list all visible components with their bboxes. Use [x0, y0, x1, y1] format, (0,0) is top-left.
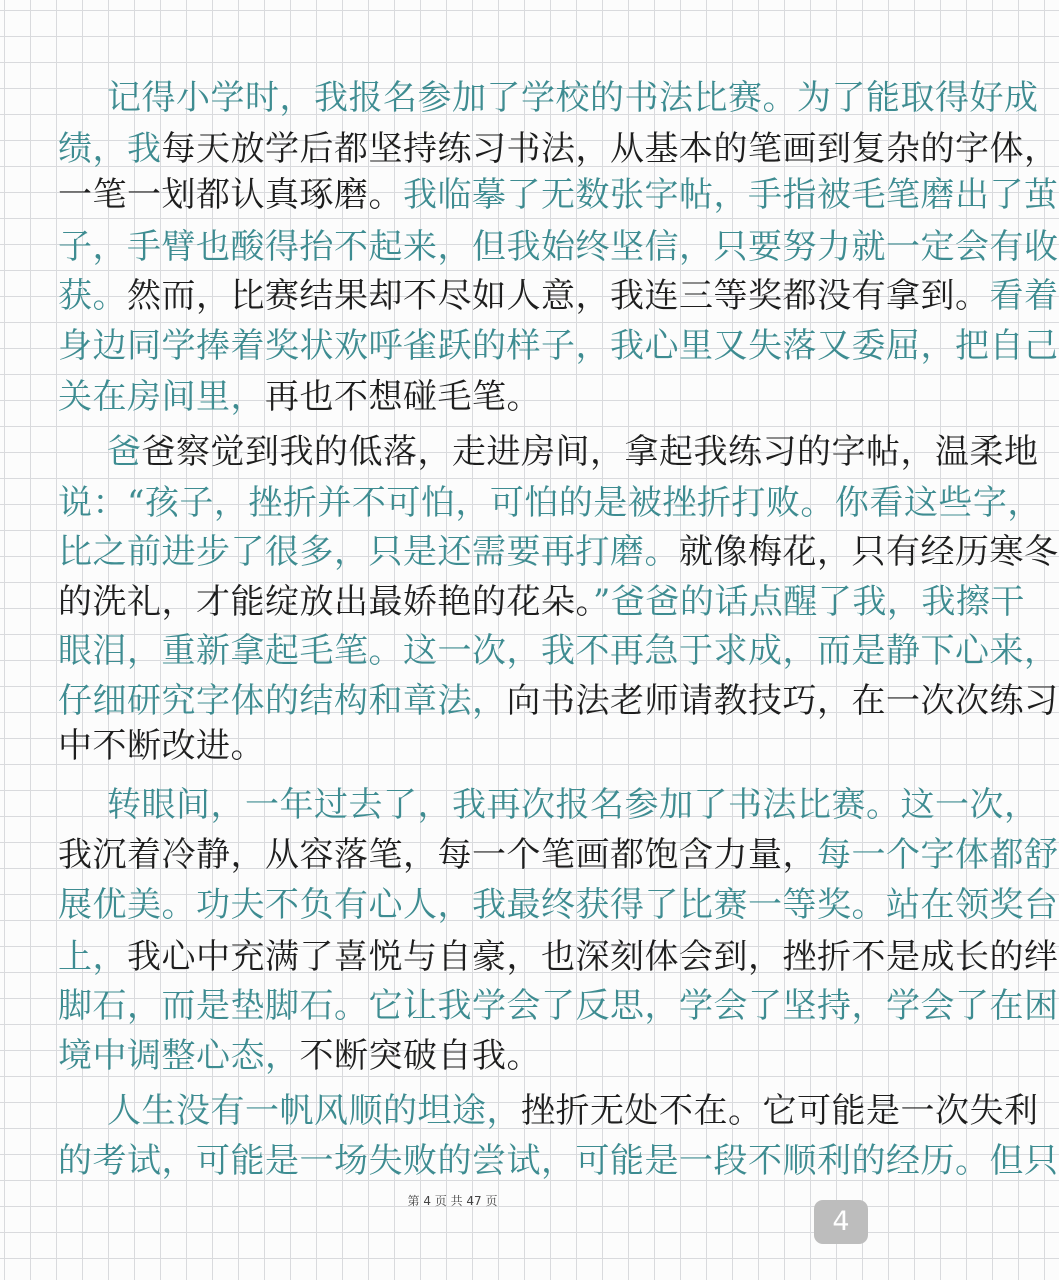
text-segment: 我心中充满了喜悦与自豪，也深刻体会到，挫折不是成长的绊 [127, 937, 1059, 977]
line-20 [58, 1028, 858, 1084]
text-segment: 眼泪，重新拿起毛笔。这一次，我不再急于求成，而是静下心来， [58, 631, 1059, 671]
line-09 [58, 475, 1042, 531]
text-segment: 爸察觉到我的低落，走进房间，拿起我练习的字帖，温柔地 [141, 432, 1039, 472]
text-segment: 就像梅花，只有经历寒冬 [679, 532, 1059, 572]
text-segment: 绩，我 [58, 129, 162, 169]
line-14 [58, 718, 858, 774]
line-17 [58, 877, 1059, 933]
text-segment: 我沉着冷静，从容落笔，每一个笔画都饱含力量， [58, 835, 817, 875]
text-segment: 转眼间，一年过去了，我再次报名参加了书法比赛。这一次， [107, 785, 1039, 825]
line-12 [58, 623, 1059, 679]
text-segment: ”爸爸的话点醒了我，我擦干 [593, 582, 1025, 622]
line-22 [58, 1133, 1059, 1189]
text-segment: 比之前进步了很多，只是还需要再打磨。 [58, 532, 679, 572]
page-number-badge: 4 [814, 1200, 868, 1244]
text-segment: 的洗礼，才能绽放出最娇艳的花朵。 [58, 582, 593, 622]
line-08 [107, 424, 1039, 480]
text-segment: 的考试，可能是一场失败的尝试，可能是一段不顺利的经历。但只 [58, 1141, 1059, 1181]
text-segment: 人生没有一帆风顺的坦途， [107, 1091, 521, 1131]
text-segment: 记得小学时，我报名参加了学校的书法比赛。为了能取得好成 [107, 78, 1039, 118]
text-segment: 每天放学后都坚持练习书法，从基本的笔画到复杂的字体， [161, 129, 1059, 169]
line-11 [58, 574, 1025, 630]
text-segment: 不断突破自我。 [299, 1036, 541, 1076]
line-19 [58, 978, 1059, 1034]
text-segment: 身边同学捧着奖状欢呼雀跃的样子，我心里又失落又委屈，把自己 [58, 326, 1059, 366]
page-footer: 第 4 页 共 47 页 [407, 1194, 498, 1208]
line-05 [58, 268, 1059, 324]
text-segment: 爸 [107, 432, 142, 472]
text-segment: 中不断改进。 [58, 726, 265, 766]
text-segment: 每一个字体都舒 [817, 835, 1059, 875]
line-07 [58, 369, 858, 425]
text-segment: 关在房间里， [58, 377, 265, 417]
line-18 [58, 929, 1059, 985]
line-10 [58, 524, 1059, 580]
text-segment: 境中调整心态， [58, 1036, 300, 1076]
text-segment: 脚石，而是垫脚石。它让我学会了反思，学会了坚持，学会了在困 [58, 986, 1059, 1026]
line-01 [107, 70, 1039, 126]
text-segment: 展优美。功夫不负有心人，我最终获得了比赛一等奖。站在领奖台 [58, 885, 1059, 925]
line-06 [58, 318, 1059, 374]
line-21 [107, 1083, 1039, 1139]
text-segment: 子，手臂也酸得抬不起来，但我始终坚信，只要努力就一定会有收 [58, 227, 1059, 267]
text-segment: 向书法老师请教技巧，在一次次练习 [506, 681, 1059, 721]
text-segment: 挫折无处不在。它可能是一次失利 [521, 1091, 1039, 1131]
text-segment: 说：“孩子，挫折并不可怕，可怕的是被挫折打败。你看这些字， [58, 483, 1042, 523]
line-15 [107, 777, 1039, 833]
text-segment: 再也不想碰毛笔。 [265, 377, 541, 417]
text-segment: 然而，比赛结果却不尽如人意，我连三等奖都没有拿到。 [127, 276, 990, 316]
text-segment: 上， [58, 937, 127, 977]
text-segment: 一笔一划都认真琢磨。 [58, 175, 403, 215]
line-04 [58, 219, 1059, 275]
text-segment: 看着 [989, 276, 1059, 316]
line-03 [58, 167, 1059, 223]
line-16 [58, 827, 1059, 883]
text-segment: 我临摹了无数张字帖，手指被毛笔磨出了茧 [403, 175, 1059, 215]
text-segment: 获。 [58, 276, 127, 316]
text-segment: 仔细研究字体的结构和章法， [58, 681, 507, 721]
